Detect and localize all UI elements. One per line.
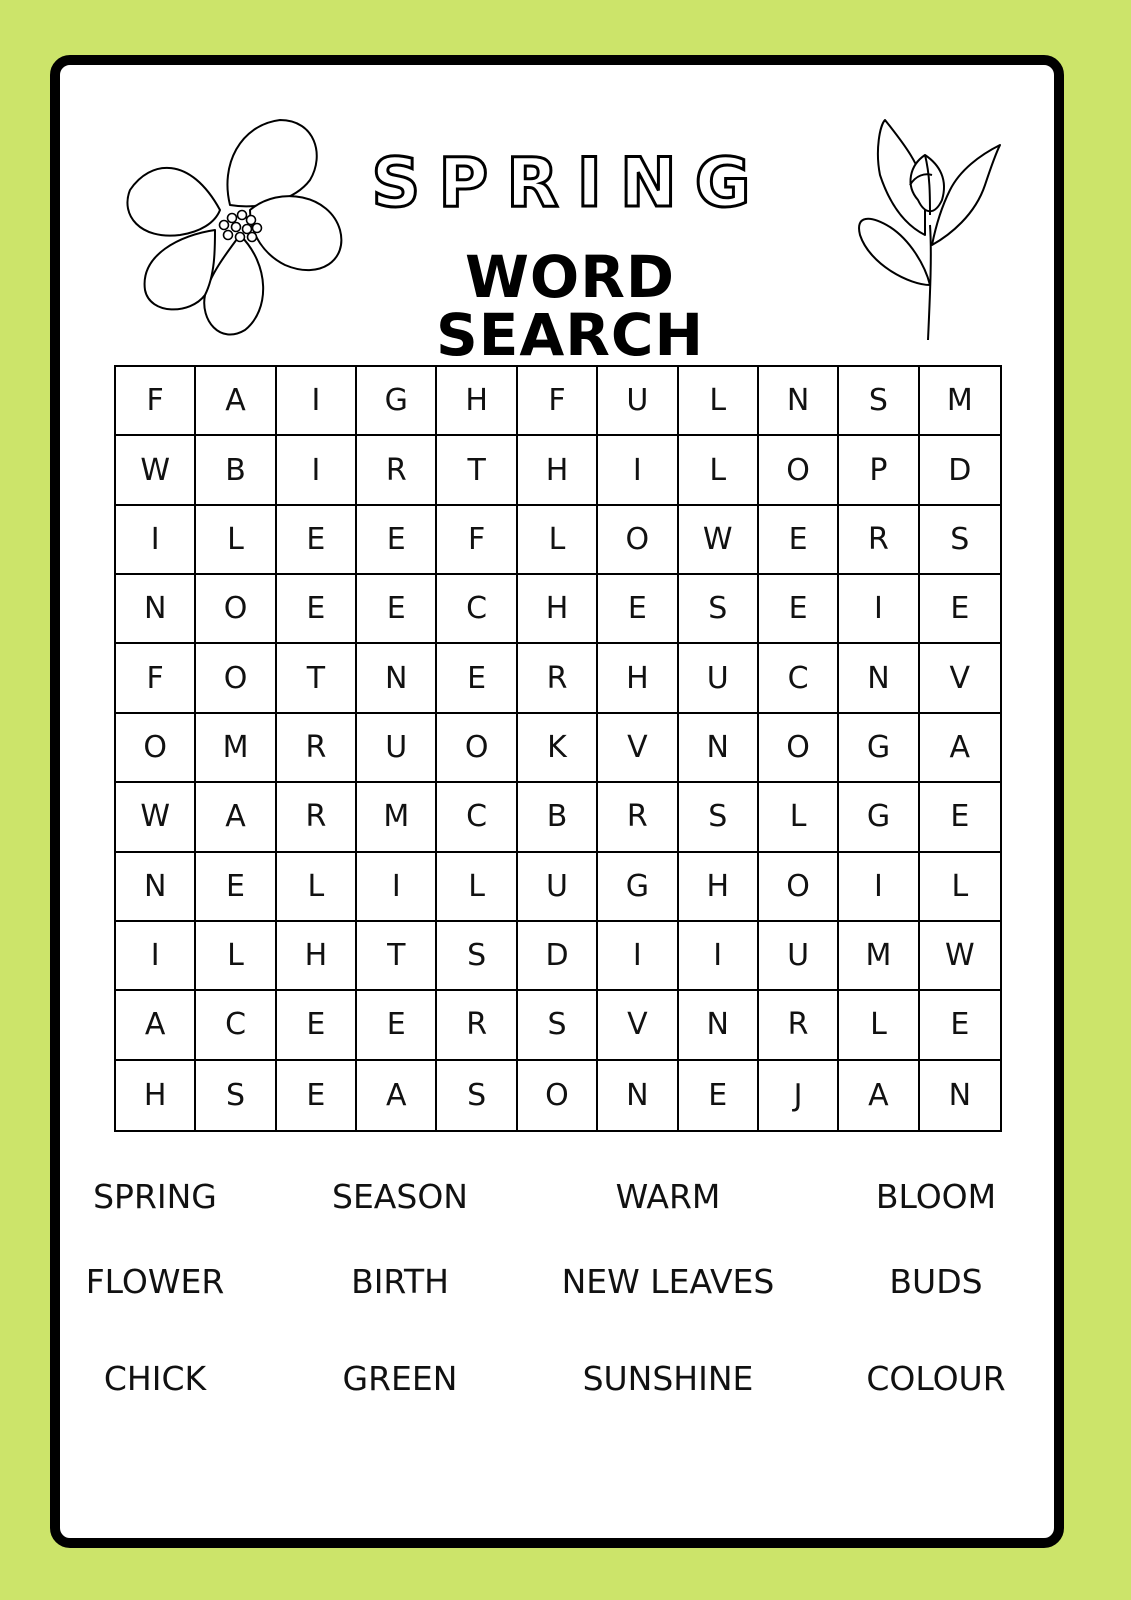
- grid-cell: E: [920, 783, 1000, 852]
- grid-cell: A: [357, 1061, 437, 1130]
- grid-cell: A: [116, 991, 196, 1060]
- grid-cell: N: [116, 853, 196, 922]
- grid-cell: O: [759, 714, 839, 783]
- grid-cell: M: [196, 714, 276, 783]
- grid-cell: O: [196, 575, 276, 644]
- grid-cell: E: [920, 575, 1000, 644]
- grid-cell: T: [437, 436, 517, 505]
- grid-cell: V: [598, 714, 678, 783]
- grid-cell: I: [598, 436, 678, 505]
- grid-cell: P: [839, 436, 919, 505]
- grid-cell: L: [920, 853, 1000, 922]
- grid-cell: I: [357, 853, 437, 922]
- grid-cell: S: [920, 506, 1000, 575]
- grid-cell: E: [759, 575, 839, 644]
- word-list-item: SEASON: [332, 1177, 468, 1216]
- grid-cell: E: [196, 853, 276, 922]
- grid-cell: H: [437, 367, 517, 436]
- grid-cell: G: [357, 367, 437, 436]
- grid-cell: M: [920, 367, 1000, 436]
- grid-cell: I: [116, 506, 196, 575]
- grid-cell: I: [116, 922, 196, 991]
- grid-cell: F: [437, 506, 517, 575]
- grid-cell: J: [759, 1061, 839, 1130]
- tulip-icon: [850, 115, 1010, 345]
- grid-cell: E: [357, 506, 437, 575]
- grid-cell: I: [277, 436, 357, 505]
- grid-cell: H: [598, 644, 678, 713]
- word-search-grid: [114, 365, 1002, 1132]
- grid-cell: L: [759, 783, 839, 852]
- grid-cell: S: [437, 1061, 517, 1130]
- grid-cell: H: [518, 575, 598, 644]
- grid-cell: F: [518, 367, 598, 436]
- grid-cell: I: [598, 922, 678, 991]
- grid-cell: E: [277, 1061, 357, 1130]
- grid-cell: E: [277, 506, 357, 575]
- grid-cell: R: [357, 436, 437, 505]
- grid-cell: O: [196, 644, 276, 713]
- grid-cell: O: [759, 436, 839, 505]
- grid-cell: M: [357, 783, 437, 852]
- grid-cell: T: [357, 922, 437, 991]
- grid-cell: C: [437, 783, 517, 852]
- title-spring: SPRING: [371, 144, 769, 223]
- grid-cell: E: [357, 575, 437, 644]
- grid-cell: L: [196, 922, 276, 991]
- grid-cell: F: [116, 644, 196, 713]
- grid-cell: E: [759, 506, 839, 575]
- grid-cell: D: [518, 922, 598, 991]
- grid-cell: R: [598, 783, 678, 852]
- grid-cell: W: [679, 506, 759, 575]
- flower-icon: [120, 115, 350, 345]
- grid-cell: I: [277, 367, 357, 436]
- worksheet-card: [50, 55, 1064, 1548]
- grid-cell: A: [196, 367, 276, 436]
- grid-cell: I: [839, 853, 919, 922]
- grid-cell: I: [839, 575, 919, 644]
- grid-cell: H: [277, 922, 357, 991]
- word-list-item: NEW LEAVES: [561, 1262, 775, 1301]
- grid-cell: K: [518, 714, 598, 783]
- grid-cell: L: [679, 367, 759, 436]
- grid-cell: N: [679, 714, 759, 783]
- word-list-item: BIRTH: [351, 1262, 449, 1301]
- grid-cell: E: [598, 575, 678, 644]
- word-list: [60, 1177, 1054, 1457]
- grid-cell: H: [679, 853, 759, 922]
- grid-cell: H: [518, 436, 598, 505]
- grid-cell: I: [679, 922, 759, 991]
- grid-cell: G: [598, 853, 678, 922]
- grid-cell: O: [437, 714, 517, 783]
- grid-cell: F: [116, 367, 196, 436]
- grid-cell: R: [437, 991, 517, 1060]
- grid-cell: L: [679, 436, 759, 505]
- grid-cell: N: [679, 991, 759, 1060]
- grid-cell: E: [679, 1061, 759, 1130]
- grid-cell: E: [357, 991, 437, 1060]
- grid-cell: S: [679, 575, 759, 644]
- grid-cell: L: [437, 853, 517, 922]
- grid-cell: R: [277, 714, 357, 783]
- word-list-item: GREEN: [342, 1359, 458, 1398]
- grid-cell: H: [116, 1061, 196, 1130]
- grid-cell: N: [948, 1077, 972, 1113]
- grid-cell: N: [839, 644, 919, 713]
- grid-cell: L: [277, 853, 357, 922]
- grid-cell: R: [839, 506, 919, 575]
- grid-cell: N: [759, 367, 839, 436]
- grid-cell: R: [759, 991, 839, 1060]
- grid-cell: A: [196, 783, 276, 852]
- title-word-search: WORD SEARCH: [435, 243, 705, 369]
- grid-cell: V: [920, 644, 1000, 713]
- grid-cell: O: [598, 506, 678, 575]
- word-list-item: BLOOM: [875, 1177, 997, 1216]
- grid-cell: E: [277, 991, 357, 1060]
- grid-cell: E: [920, 991, 1000, 1060]
- grid-cell: R: [518, 644, 598, 713]
- grid-cell: L: [196, 506, 276, 575]
- grid-cell: U: [518, 853, 598, 922]
- word-list-item: BUDS: [889, 1262, 983, 1301]
- word-list-item: COLOUR: [866, 1359, 1006, 1398]
- grid-cell: L: [839, 991, 919, 1060]
- grid-cell: B: [196, 436, 276, 505]
- grid-cell: S: [437, 922, 517, 991]
- grid-cell: R: [277, 783, 357, 852]
- grid-cell: N: [116, 575, 196, 644]
- grid-cell: E: [437, 644, 517, 713]
- word-list-item: FLOWER: [85, 1262, 225, 1301]
- grid-cell: U: [357, 714, 437, 783]
- grid-cell: W: [116, 783, 196, 852]
- grid-cell: C: [759, 644, 839, 713]
- grid-cell: O: [116, 714, 196, 783]
- grid-cell: N: [357, 644, 437, 713]
- grid-cell: U: [679, 644, 759, 713]
- word-list-item: CHICK: [103, 1359, 207, 1398]
- grid-cell: M: [839, 922, 919, 991]
- grid-cell: O: [518, 1061, 598, 1130]
- grid-cell: T: [277, 644, 357, 713]
- grid-cell: U: [598, 367, 678, 436]
- grid-cell: B: [518, 783, 598, 852]
- grid-cell: S: [518, 991, 598, 1060]
- grid-cell: S: [679, 783, 759, 852]
- grid-cell: A: [920, 714, 1000, 783]
- grid-cell: N: [598, 1061, 678, 1130]
- grid-cell: D: [920, 436, 1000, 505]
- grid-cell: C: [196, 991, 276, 1060]
- grid-cell: V: [598, 991, 678, 1060]
- grid-cell: L: [518, 506, 598, 575]
- grid-cell: S: [196, 1061, 276, 1130]
- grid-cell: S: [839, 367, 919, 436]
- grid-cell: C: [437, 575, 517, 644]
- grid-cell: E: [277, 575, 357, 644]
- word-list-item: WARM: [615, 1177, 721, 1216]
- grid-cell: U: [759, 922, 839, 991]
- word-list-item: SUNSHINE: [582, 1359, 754, 1398]
- grid-cell: A: [839, 1061, 919, 1130]
- word-list-item: SPRING: [93, 1177, 217, 1216]
- grid-cell: G: [839, 783, 919, 852]
- grid-cell: W: [920, 922, 1000, 991]
- grid-cell: W: [116, 436, 196, 505]
- grid-cell: O: [759, 853, 839, 922]
- grid-cell: G: [839, 714, 919, 783]
